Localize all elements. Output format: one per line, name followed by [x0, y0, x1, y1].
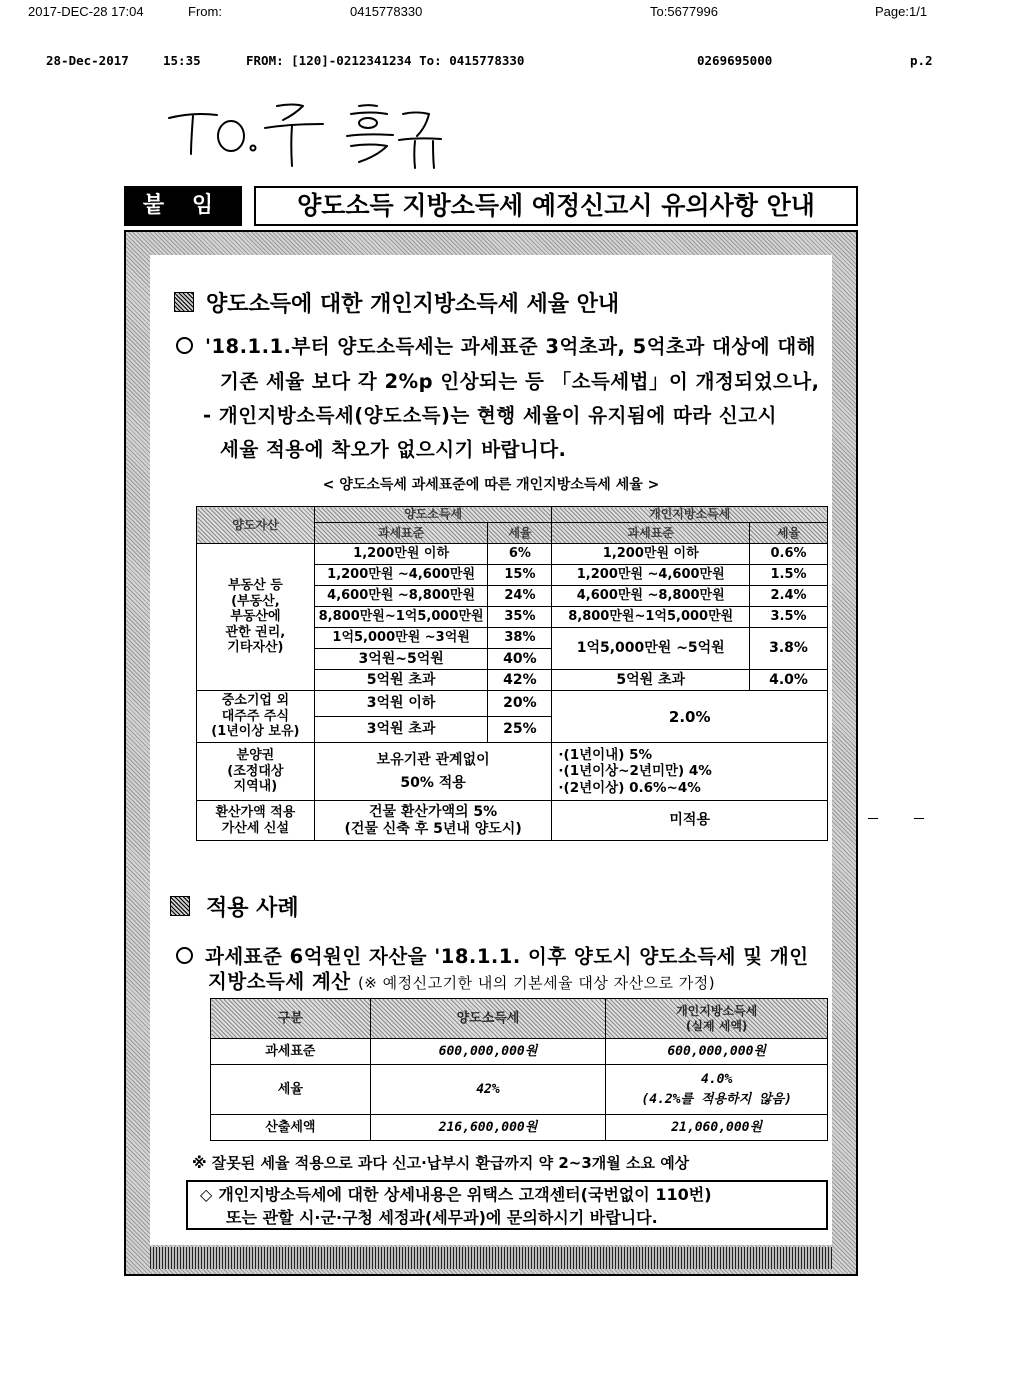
contact-box: [186, 1180, 828, 1230]
contact-line2: 또는 관할 시·군·구청 세정과(세무과)에 문의하시기 바랍니다.: [226, 1208, 658, 1227]
header-local-rate: 세율: [750, 523, 828, 544]
header-asset: 양도자산: [197, 507, 315, 544]
attachment-tag: 붙 임: [124, 186, 242, 226]
section-square-icon: [174, 292, 194, 312]
handwritten-note: [165, 96, 455, 174]
presale-local: [552, 743, 828, 801]
table-cell: 3억원 초과: [314, 717, 488, 743]
table-cell: 8,800만원~1억5,000만원: [314, 607, 488, 628]
header-local-base: 과세표준: [552, 523, 750, 544]
fax-page-number: p.2: [910, 53, 933, 68]
fax-to: To:5677996: [650, 4, 718, 19]
table-cell: 5억원 초과: [314, 670, 488, 691]
category-surcharge: 환산가액 적용 가산세 신설: [197, 801, 315, 841]
fax-date: 28-Dec-2017: [46, 53, 129, 68]
table-cell: 6%: [488, 544, 552, 565]
example-header-category: 구분: [211, 999, 371, 1039]
table-cell-merged: 1억5,000만원 ~5억원: [552, 628, 750, 670]
example-cell: 600,000,000원: [606, 1039, 828, 1065]
category-presale: 분양권 (조정대상 지역내): [197, 743, 315, 801]
section1-line3: - 개인지방소득세(양도소득)는 현행 세율이 유지됨에 따라 신고시: [203, 404, 777, 427]
example-cell: 42%: [370, 1065, 606, 1115]
contact-line1: [200, 1183, 826, 1206]
section1-line4: 세율 적용에 착오가 없으시기 바랍니다.: [220, 438, 567, 461]
table-cell: 3.5%: [750, 607, 828, 628]
presale-local-line: ·(1년이내) 5%: [558, 747, 653, 764]
table-cell-merged: 2.0%: [552, 691, 828, 743]
section2-line2-note: (※ 예정신고기한 내의 기본세율 대상 자산으로 가정): [357, 974, 716, 992]
table-cell: 15%: [488, 565, 552, 586]
contact-line1-text: 개인지방소득세에 대한 상세내용은 위택스 고객센터(국번없이 110번): [218, 1185, 712, 1204]
section2-line2: [208, 966, 715, 994]
table-cell: 20%: [488, 691, 552, 717]
table-cell: 1억5,000만원 ~3억원: [314, 628, 488, 649]
header-local: 개인지방소득세: [552, 507, 828, 523]
header-rate: 세율: [488, 523, 552, 544]
scan-mark: [868, 818, 878, 819]
example-row-label: 과세표준: [211, 1039, 371, 1065]
section1-heading: 양도소득에 대한 개인지방소득세 세율 안내: [206, 292, 620, 317]
example-header-national: 양도소득세: [370, 999, 606, 1039]
table-cell: 5억원 초과: [552, 670, 750, 691]
fax-datetime: 2017-DEC-28 17:04: [28, 4, 144, 19]
example-cell-line1: 4.0%: [700, 1071, 733, 1087]
section2-line1: 과세표준 6억원인 자산을 '18.1.1. 이후 양도시 양도소득세 및 개인: [205, 945, 809, 968]
table-cell: 2.4%: [750, 586, 828, 607]
fax-from-label: From:: [188, 4, 222, 19]
table-cell: 8,800만원~1억5,000만원: [552, 607, 750, 628]
surcharge-local: 미적용: [552, 801, 828, 841]
header-national: 양도소득세: [314, 507, 552, 523]
table-cell: 38%: [488, 628, 552, 649]
table-caption: < 양도소득세 과세표준에 따른 개인지방소득세 세율 >: [322, 477, 660, 493]
refund-note: ※ 잘못된 세율 적용으로 과다 신고·납부시 환급까지 약 2~3개월 소요 예상: [192, 1154, 690, 1172]
rate-table: [196, 506, 828, 841]
frame-bottom-band: [150, 1247, 832, 1269]
section-square-icon: [170, 896, 190, 916]
example-cell: 600,000,000원: [370, 1039, 606, 1065]
fax-number: 0269695000: [697, 53, 773, 68]
circle-bullet-icon: [176, 337, 193, 354]
section1-line2: 기존 세율 보다 각 2%p 인상되는 등 「소득세법」이 개정되었으나,: [220, 370, 820, 393]
example-cell-line2: (4.2%를 적용하지 않음): [641, 1091, 792, 1107]
diamond-icon: ◇: [200, 1185, 213, 1204]
table-cell: 24%: [488, 586, 552, 607]
example-cell: [606, 1065, 828, 1115]
example-row-label: 세율: [211, 1065, 371, 1115]
presale-national-line2: 50% 적용: [400, 774, 466, 791]
surcharge-national-line2: (건물 신축 후 5년내 양도시): [344, 820, 522, 837]
example-cell: 21,060,000원: [606, 1115, 828, 1141]
table-cell: 25%: [488, 717, 552, 743]
section2-heading: 적용 사례: [206, 896, 299, 921]
example-header-local: 개인지방소득세 (실제 세액): [606, 999, 828, 1039]
header-base: 과세표준: [314, 523, 488, 544]
table-cell: 1,200만원 이하: [552, 544, 750, 565]
fax-time: 15:35: [163, 53, 201, 68]
table-cell: 4,600만원 ~8,800만원: [552, 586, 750, 607]
table-cell: 1,200만원 ~4,600만원: [314, 565, 488, 586]
surcharge-national-line1: 건물 환산가액의 5%: [368, 803, 498, 820]
surcharge-national: [314, 801, 552, 841]
presale-national-line1: 보유기관 관계없이: [376, 751, 490, 768]
section1-line1: '18.1.1.부터 양도소득세는 과세표준 3억초과, 5억초과 대상에 대해: [205, 335, 816, 358]
category-real-estate: 부동산 등 (부동산, 부동산에 관한 권리, 기타자산): [197, 544, 315, 691]
page-title: 양도소득 지방소득세 예정신고시 유의사항 안내: [254, 186, 858, 226]
table-cell: 42%: [488, 670, 552, 691]
table-cell: 0.6%: [750, 544, 828, 565]
circle-bullet-icon: [176, 947, 193, 964]
section2-line2-bold: 지방소득세 계산: [208, 970, 351, 993]
presale-local-line: ·(1년이상~2년미만) 4%: [558, 763, 712, 780]
fax-header-secondary: [0, 53, 1024, 73]
presale-local-line: ·(2년이상) 0.6%~4%: [558, 779, 701, 796]
category-stock: 중소기업 외 대주주 주식 (1년이상 보유): [197, 691, 315, 743]
table-cell: 3억원 이하: [314, 691, 488, 717]
example-row-label: 산출세액: [211, 1115, 371, 1141]
presale-national: [314, 743, 552, 801]
fax-from-number: 0415778330: [350, 4, 423, 19]
example-cell: 216,600,000원: [370, 1115, 606, 1141]
table-cell: 35%: [488, 607, 552, 628]
fax-header: [0, 4, 1024, 22]
table-cell: 40%: [488, 649, 552, 670]
table-cell: 1,200만원 ~4,600만원: [552, 565, 750, 586]
table-cell: 4.0%: [750, 670, 828, 691]
table-cell: 1.5%: [750, 565, 828, 586]
table-cell: 1,200만원 이하: [314, 544, 488, 565]
scan-mark: [914, 818, 924, 819]
table-cell: 4,600만원 ~8,800만원: [314, 586, 488, 607]
fax-page: Page:1/1: [875, 4, 928, 19]
fax-from-to: FROM: [120]-0212341234 To: 0415778330: [246, 53, 525, 68]
table-cell-merged: 3.8%: [750, 628, 828, 670]
table-cell: 3억원~5억원: [314, 649, 488, 670]
example-table: [210, 998, 828, 1141]
